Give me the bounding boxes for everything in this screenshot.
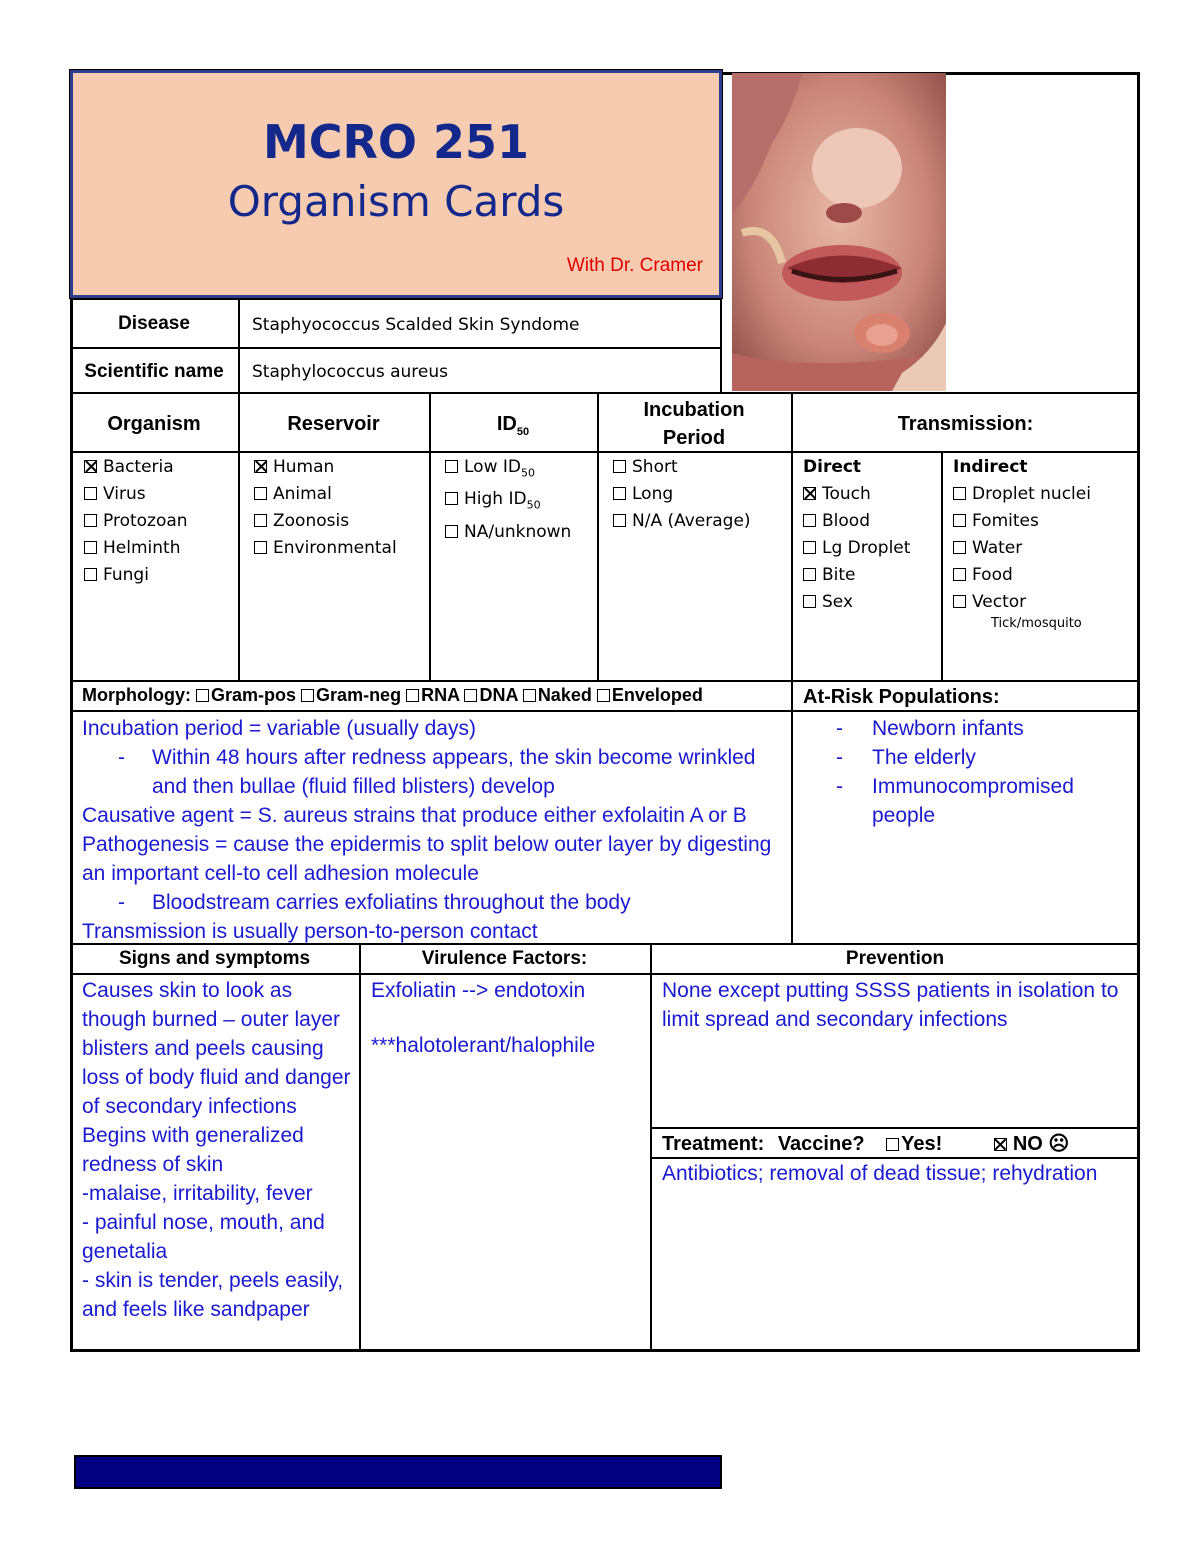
- note-bullet: - Within 48 hours after redness appears, the skin become wrinkled and then bullae (fluid filled blisters) develop: [82, 743, 782, 801]
- note-line: Pathogenesis = cause the epidermis to split below outer layer by digesting an important cell-to cell adhesion molecule: [82, 833, 772, 885]
- scientific-name-value: Staphylococcus aureus: [252, 362, 448, 382]
- morph-option-naked[interactable]: Naked: [523, 685, 592, 705]
- checkbox-icon[interactable]: [803, 595, 816, 608]
- note-line: Incubation period = variable (usually days): [82, 717, 476, 740]
- checkbox-icon[interactable]: [254, 541, 267, 554]
- scientific-name-label: Scientific name: [84, 361, 224, 382]
- checkbox-icon[interactable]: [445, 492, 458, 505]
- checkbox-icon[interactable]: [613, 460, 626, 473]
- organism-photo: [732, 73, 946, 391]
- page-title: MCRO 251: [262, 115, 530, 169]
- signs-paragraph: - painful nose, mouth, and genetalia: [82, 1211, 325, 1263]
- divider: [941, 451, 943, 680]
- checkbox-icon[interactable]: [953, 568, 966, 581]
- signs-paragraph: -malaise, irritability, fever: [82, 1182, 313, 1205]
- indirect-option-food[interactable]: Food: [953, 562, 1091, 589]
- virulence-line: ***halotolerant/halophile: [371, 1034, 596, 1057]
- morphology-row: [82, 685, 703, 706]
- direct-option-lg-droplet[interactable]: Lg Droplet: [803, 535, 910, 562]
- page-subtitle: Organism Cards: [227, 177, 565, 226]
- checkbox-icon[interactable]: [254, 514, 267, 527]
- organism-option-protozoan[interactable]: Protozoan: [84, 508, 188, 535]
- at-risk-list: [792, 714, 1132, 830]
- id50-header: $ID_{50}$: [496, 413, 530, 438]
- note-bullet: - Bloodstream carries exfoliatins throughout the body: [82, 888, 782, 917]
- prevention-text: None except putting SSSS patients in isolation to limit spread and secondary infections: [662, 979, 1119, 1031]
- divider: [650, 943, 652, 1350]
- prevention-header: Prevention: [845, 948, 945, 969]
- divider: [70, 943, 1140, 945]
- indirect-label: Indirect: [953, 457, 1028, 477]
- checkbox-icon[interactable]: [84, 541, 97, 554]
- divider: [791, 392, 793, 943]
- checkbox-icon[interactable]: [803, 568, 816, 581]
- checkbox-icon[interactable]: [613, 514, 626, 527]
- patient-face-image: [732, 73, 946, 391]
- reservoir-header: Reservoir: [287, 413, 380, 435]
- checkbox-icon[interactable]: [301, 689, 314, 702]
- sad-face-icon: ☹: [1048, 1133, 1070, 1155]
- checkbox-checked-icon[interactable]: [994, 1138, 1007, 1151]
- checkbox-checked-icon[interactable]: [803, 487, 816, 500]
- divider: [70, 298, 722, 300]
- indirect-option-fomites[interactable]: Fomites: [953, 508, 1091, 535]
- note-line: Transmission is usually person-to-person contact: [82, 920, 538, 943]
- checkbox-icon[interactable]: [953, 595, 966, 608]
- checkbox-icon[interactable]: [803, 514, 816, 527]
- reservoir-option-environmental[interactable]: Environmental: [254, 535, 397, 562]
- morph-option-gram-pos[interactable]: Gram-pos: [196, 685, 296, 705]
- morph-option-dna[interactable]: DNA: [464, 685, 517, 705]
- at-risk-item: - Newborn infants: [792, 714, 1132, 743]
- treatment-row: [662, 1131, 1069, 1156]
- checkbox-icon[interactable]: [445, 525, 458, 538]
- morph-option-rna[interactable]: RNA: [406, 685, 459, 705]
- morph-option-enveloped[interactable]: Enveloped: [597, 685, 703, 705]
- checkbox-icon[interactable]: [254, 487, 267, 500]
- organism-option-fungi[interactable]: Fungi: [84, 562, 188, 589]
- checkbox-checked-icon[interactable]: [84, 460, 97, 473]
- checkbox-icon[interactable]: [803, 541, 816, 554]
- checkbox-icon[interactable]: [597, 689, 610, 702]
- instructor-label: With Dr. Cramer: [566, 255, 703, 276]
- id50-option-high[interactable]: High $ID_{50}$: [445, 486, 571, 518]
- organism-options: [84, 454, 188, 589]
- morphology-label: Morphology:: [82, 685, 191, 705]
- signs-text: [82, 976, 352, 1324]
- vector-note: Tick/mosquito: [991, 616, 1082, 631]
- at-risk-label: At-Risk Populations:: [803, 686, 1000, 708]
- divider: [359, 943, 361, 1350]
- transmission-indirect: [953, 454, 1091, 632]
- checkbox-icon[interactable]: [84, 514, 97, 527]
- reservoir-option-zoonosis[interactable]: Zoonosis: [254, 508, 397, 535]
- treatment-text: Antibiotics; removal of dead tissue; rehydration: [662, 1162, 1098, 1185]
- morph-option-gram-neg[interactable]: Gram-neg: [301, 685, 401, 705]
- organism-option-helminth[interactable]: Helminth: [84, 535, 188, 562]
- direct-label: Direct: [803, 457, 862, 477]
- disease-value: Staphyococcus Scalded Skin Syndome: [252, 315, 580, 335]
- treatment-label: Treatment:: [662, 1133, 765, 1155]
- direct-option-touch[interactable]: Touch: [803, 481, 910, 508]
- checkbox-icon[interactable]: [886, 1138, 899, 1151]
- direct-option-sex[interactable]: Sex: [803, 589, 910, 616]
- checkbox-icon[interactable]: [406, 689, 419, 702]
- checkbox-icon[interactable]: [953, 541, 966, 554]
- incubation-header: Incubation Period: [643, 399, 745, 449]
- checkbox-icon[interactable]: [523, 689, 536, 702]
- checkbox-checked-icon[interactable]: [254, 460, 267, 473]
- notes-block: [82, 714, 782, 946]
- id50-option-unknown[interactable]: NA/unknown: [445, 519, 571, 546]
- signs-paragraph: Begins with generalized redness of skin: [82, 1124, 304, 1176]
- reservoir-options: [254, 454, 397, 562]
- vaccine-yes-option[interactable]: Yes!: [886, 1133, 942, 1155]
- transmission-header: Transmission:: [897, 413, 1034, 435]
- virulence-header: Virulence Factors:: [421, 948, 588, 969]
- title-banner: [70, 70, 722, 298]
- organism-header: Organism: [107, 413, 201, 435]
- signs-header: Signs and symptoms: [118, 948, 311, 969]
- divider: [70, 710, 1140, 712]
- organism-option-virus[interactable]: Virus: [84, 481, 188, 508]
- disease-label: Disease: [118, 313, 190, 334]
- checkbox-icon[interactable]: [196, 689, 209, 702]
- signs-paragraph: Causes skin to look as though burned – outer layer blisters and peels causing loss of body fluid and danger of secondary infections: [82, 979, 351, 1118]
- indirect-option-droplet-nuclei[interactable]: Droplet nuclei: [953, 481, 1091, 508]
- checkbox-icon[interactable]: [84, 487, 97, 500]
- incubation-option-na[interactable]: N/A (Average): [613, 508, 751, 535]
- indirect-option-vector[interactable]: Vector: [953, 589, 1091, 616]
- footer-bar: [74, 1455, 722, 1489]
- divider: [720, 298, 722, 392]
- vaccine-label: Vaccine?: [777, 1133, 865, 1155]
- divider: [70, 392, 1140, 394]
- vaccine-no-option[interactable]: NO ☹: [994, 1133, 1069, 1155]
- incubation-options: [613, 454, 751, 535]
- checkbox-icon[interactable]: [613, 487, 626, 500]
- checkbox-icon[interactable]: [464, 689, 477, 702]
- checkbox-icon[interactable]: [84, 568, 97, 581]
- checkbox-icon[interactable]: [953, 487, 966, 500]
- checkbox-icon[interactable]: [953, 514, 966, 527]
- transmission-direct: [803, 454, 910, 616]
- at-risk-item: - Immunocompromised people: [792, 772, 1132, 830]
- direct-option-blood[interactable]: Blood: [803, 508, 910, 535]
- divider: [650, 1127, 1140, 1129]
- organism-option-bacteria[interactable]: Bacteria: [84, 454, 188, 481]
- signs-paragraph: - skin is tender, peels easily, and feels like sandpaper: [82, 1269, 344, 1321]
- at-risk-item: - The elderly: [792, 743, 1132, 772]
- divider: [70, 973, 1140, 975]
- reservoir-option-animal[interactable]: Animal: [254, 481, 397, 508]
- divider: [238, 298, 240, 392]
- virulence-line: Exfoliatin --> endotoxin: [371, 979, 586, 1002]
- direct-option-bite[interactable]: Bite: [803, 562, 910, 589]
- indirect-option-water[interactable]: Water: [953, 535, 1091, 562]
- incubation-option-long[interactable]: Long: [613, 481, 751, 508]
- virulence-text: [371, 976, 646, 1060]
- divider: [70, 680, 1140, 682]
- incubation-option-short[interactable]: Short: [613, 454, 751, 481]
- reservoir-option-human[interactable]: Human: [254, 454, 397, 481]
- id50-options: [445, 454, 571, 546]
- checkbox-icon[interactable]: [445, 460, 458, 473]
- id50-option-low[interactable]: Low $ID_{50}$: [445, 454, 571, 486]
- divider: [70, 347, 722, 349]
- note-line: Causative agent = S. aureus strains that produce either exfolaitin A or B: [82, 804, 747, 827]
